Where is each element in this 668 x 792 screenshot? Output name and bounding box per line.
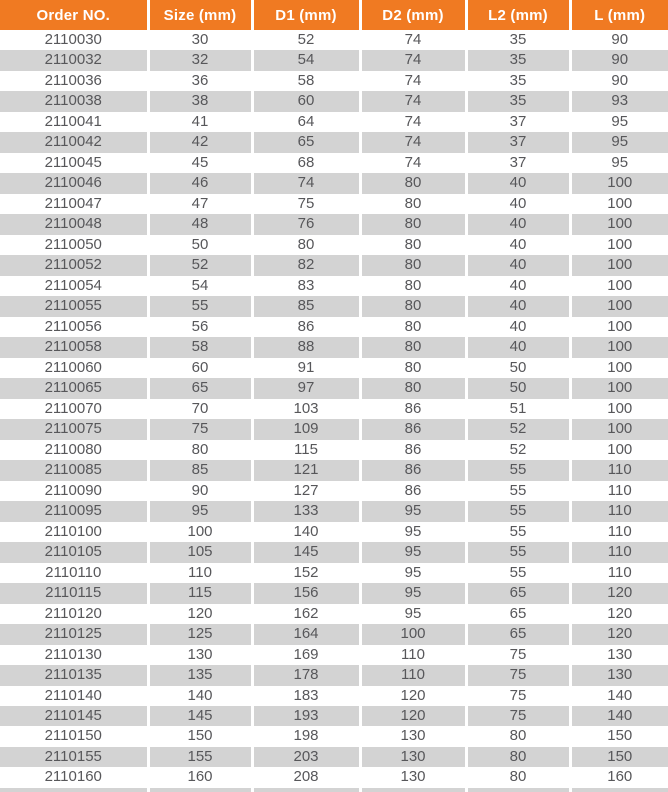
cell: 40 [466, 173, 570, 193]
cell: 178 [252, 665, 360, 685]
cell: 75 [466, 665, 570, 685]
cell: 2110095 [0, 501, 148, 521]
cell: 86 [360, 481, 466, 501]
cell: 100 [570, 419, 668, 439]
cell: 2110135 [0, 665, 148, 685]
cell: 80 [360, 358, 466, 378]
cell: 183 [252, 686, 360, 706]
cell: 155 [148, 747, 252, 767]
cell: 95 [570, 132, 668, 152]
cell: 100 [570, 337, 668, 357]
cell: 86 [360, 399, 466, 419]
cell: 80 [360, 194, 466, 214]
cell: 76 [252, 214, 360, 234]
cell: 75 [466, 645, 570, 665]
cell: 80 [360, 235, 466, 255]
cell: 95 [360, 542, 466, 562]
cell: 65 [252, 132, 360, 152]
cell: 130 [360, 767, 466, 787]
table-row [0, 50, 668, 70]
table-row [0, 563, 668, 583]
cell: 86 [360, 419, 466, 439]
cell: 60 [252, 91, 360, 111]
cell [148, 788, 252, 792]
cell: 105 [148, 542, 252, 562]
cell: 85 [252, 296, 360, 316]
cell: 40 [466, 235, 570, 255]
table-row [0, 173, 668, 193]
cell: 55 [466, 542, 570, 562]
column-header-l: L (mm) [570, 0, 668, 30]
cell: 152 [252, 563, 360, 583]
cell: 2110070 [0, 399, 148, 419]
cell: 115 [252, 440, 360, 460]
cell: 80 [360, 317, 466, 337]
cell: 70 [148, 399, 252, 419]
cell: 86 [252, 317, 360, 337]
cell: 30 [148, 30, 252, 50]
cell: 110 [148, 563, 252, 583]
cell: 120 [360, 686, 466, 706]
cell: 75 [466, 686, 570, 706]
cell: 65 [148, 378, 252, 398]
cell: 2110048 [0, 214, 148, 234]
cell: 91 [252, 358, 360, 378]
cell: 100 [570, 194, 668, 214]
cell: 90 [570, 30, 668, 50]
cell: 38 [148, 91, 252, 111]
column-header-l2: L2 (mm) [466, 0, 570, 30]
cell: 40 [466, 296, 570, 316]
cell: 51 [466, 399, 570, 419]
cell: 2110080 [0, 440, 148, 460]
cell: 74 [360, 71, 466, 91]
cell: 40 [466, 214, 570, 234]
cell: 74 [360, 30, 466, 50]
cell: 93 [570, 91, 668, 111]
table-row [0, 276, 668, 296]
cell [252, 788, 360, 792]
cell: 100 [570, 378, 668, 398]
cell: 80 [466, 747, 570, 767]
cell: 95 [570, 112, 668, 132]
cell: 80 [360, 337, 466, 357]
cell: 97 [252, 378, 360, 398]
cell: 115 [148, 583, 252, 603]
cell: 2110075 [0, 419, 148, 439]
table-row [0, 583, 668, 603]
cell: 203 [252, 747, 360, 767]
table-row [0, 522, 668, 542]
table-row [0, 419, 668, 439]
cell: 56 [148, 317, 252, 337]
cell: 52 [466, 419, 570, 439]
cell: 37 [466, 132, 570, 152]
cell: 74 [360, 153, 466, 173]
cell: 75 [148, 419, 252, 439]
cell: 80 [252, 235, 360, 255]
cell: 74 [360, 91, 466, 111]
table-row [0, 481, 668, 501]
cell: 2110042 [0, 132, 148, 152]
table-row [0, 747, 668, 767]
cell: 125 [148, 624, 252, 644]
cell: 2110150 [0, 726, 148, 746]
cell: 2110055 [0, 296, 148, 316]
cell: 150 [148, 726, 252, 746]
cell: 46 [148, 173, 252, 193]
cell: 110 [570, 542, 668, 562]
cell: 35 [466, 91, 570, 111]
table-row [0, 194, 668, 214]
cell: 40 [466, 337, 570, 357]
cell: 74 [360, 112, 466, 132]
cell: 65 [466, 604, 570, 624]
cell: 80 [148, 440, 252, 460]
cell: 60 [148, 358, 252, 378]
cell: 2110038 [0, 91, 148, 111]
cell: 80 [360, 296, 466, 316]
cell: 100 [570, 317, 668, 337]
table-row [0, 91, 668, 111]
cell [0, 788, 148, 792]
table-body [0, 30, 668, 792]
cell: 100 [360, 624, 466, 644]
cell: 145 [252, 542, 360, 562]
cell: 40 [466, 317, 570, 337]
cell: 150 [570, 726, 668, 746]
cell: 65 [466, 624, 570, 644]
cell: 37 [466, 112, 570, 132]
cell: 110 [570, 501, 668, 521]
column-header-size: Size (mm) [148, 0, 252, 30]
table-row [0, 296, 668, 316]
cell: 40 [466, 255, 570, 275]
cell: 198 [252, 726, 360, 746]
table-row [0, 71, 668, 91]
cell: 2110090 [0, 481, 148, 501]
cell: 100 [570, 173, 668, 193]
column-header-order-no: Order NO. [0, 0, 148, 30]
cell: 100 [570, 296, 668, 316]
cell: 2110045 [0, 153, 148, 173]
cell: 2110105 [0, 542, 148, 562]
cell: 127 [252, 481, 360, 501]
cell [360, 788, 466, 792]
cell: 140 [148, 686, 252, 706]
cell: 110 [570, 563, 668, 583]
cell: 100 [570, 358, 668, 378]
cell: 110 [570, 481, 668, 501]
table-row [0, 542, 668, 562]
table-row [0, 399, 668, 419]
cell: 74 [252, 173, 360, 193]
cell: 52 [148, 255, 252, 275]
cell: 32 [148, 50, 252, 70]
cell: 164 [252, 624, 360, 644]
cell: 2110050 [0, 235, 148, 255]
table-row [0, 624, 668, 644]
cell: 55 [466, 501, 570, 521]
column-header-d1: D1 (mm) [252, 0, 360, 30]
cell: 130 [360, 726, 466, 746]
cell: 58 [148, 337, 252, 357]
cell: 160 [570, 767, 668, 787]
cell: 95 [570, 153, 668, 173]
cell: 50 [148, 235, 252, 255]
cell: 35 [466, 50, 570, 70]
cell: 55 [466, 481, 570, 501]
cell: 100 [570, 440, 668, 460]
cell: 120 [360, 706, 466, 726]
cell: 2110047 [0, 194, 148, 214]
cell: 156 [252, 583, 360, 603]
table-row [0, 112, 668, 132]
table-row-partial [0, 788, 668, 792]
cell: 2110065 [0, 378, 148, 398]
cell: 140 [570, 706, 668, 726]
cell: 42 [148, 132, 252, 152]
cell: 193 [252, 706, 360, 726]
cell: 74 [360, 50, 466, 70]
cell: 2110100 [0, 522, 148, 542]
table-row [0, 665, 668, 685]
cell: 208 [252, 767, 360, 787]
cell: 90 [570, 50, 668, 70]
cell: 80 [360, 276, 466, 296]
cell: 85 [148, 460, 252, 480]
cell: 100 [570, 255, 668, 275]
cell: 2110140 [0, 686, 148, 706]
cell: 2110052 [0, 255, 148, 275]
table-header-row [0, 0, 668, 30]
cell: 86 [360, 460, 466, 480]
cell: 68 [252, 153, 360, 173]
cell: 40 [466, 194, 570, 214]
table-row [0, 726, 668, 746]
cell: 82 [252, 255, 360, 275]
table-row [0, 153, 668, 173]
table-row [0, 235, 668, 255]
cell: 2110085 [0, 460, 148, 480]
table-row [0, 767, 668, 787]
cell: 95 [360, 604, 466, 624]
cell: 75 [466, 706, 570, 726]
cell: 2110160 [0, 767, 148, 787]
cell: 2110058 [0, 337, 148, 357]
cell: 100 [570, 214, 668, 234]
cell: 74 [360, 132, 466, 152]
cell: 2110125 [0, 624, 148, 644]
cell: 160 [148, 767, 252, 787]
cell: 162 [252, 604, 360, 624]
cell: 120 [570, 583, 668, 603]
table-row [0, 255, 668, 275]
cell: 35 [466, 71, 570, 91]
cell: 95 [360, 522, 466, 542]
cell: 2110041 [0, 112, 148, 132]
cell: 2110155 [0, 747, 148, 767]
cell: 121 [252, 460, 360, 480]
cell: 55 [466, 522, 570, 542]
cell: 35 [466, 30, 570, 50]
cell: 55 [466, 563, 570, 583]
cell: 100 [148, 522, 252, 542]
cell: 2110110 [0, 563, 148, 583]
cell: 50 [466, 378, 570, 398]
cell: 55 [148, 296, 252, 316]
cell: 54 [252, 50, 360, 70]
cell: 75 [252, 194, 360, 214]
cell: 150 [570, 747, 668, 767]
cell: 169 [252, 645, 360, 665]
cell: 2110115 [0, 583, 148, 603]
cell: 80 [360, 255, 466, 275]
cell: 100 [570, 399, 668, 419]
cell: 130 [570, 645, 668, 665]
table-row [0, 378, 668, 398]
cell: 95 [360, 563, 466, 583]
cell: 36 [148, 71, 252, 91]
cell: 52 [466, 440, 570, 460]
table-row [0, 132, 668, 152]
cell: 95 [148, 501, 252, 521]
cell: 65 [466, 583, 570, 603]
cell: 90 [148, 481, 252, 501]
cell: 110 [360, 645, 466, 665]
cell: 145 [148, 706, 252, 726]
cell: 2110145 [0, 706, 148, 726]
cell: 130 [360, 747, 466, 767]
table-row [0, 30, 668, 50]
column-header-d2: D2 (mm) [360, 0, 466, 30]
cell: 2110060 [0, 358, 148, 378]
table-row [0, 460, 668, 480]
cell [570, 788, 668, 792]
table-row [0, 706, 668, 726]
cell: 80 [360, 378, 466, 398]
cell: 103 [252, 399, 360, 419]
cell: 55 [466, 460, 570, 480]
cell: 86 [360, 440, 466, 460]
cell: 135 [148, 665, 252, 685]
cell: 110 [570, 460, 668, 480]
cell: 2110032 [0, 50, 148, 70]
cell: 2110046 [0, 173, 148, 193]
cell: 41 [148, 112, 252, 132]
cell: 90 [570, 71, 668, 91]
table-row [0, 645, 668, 665]
table-row [0, 214, 668, 234]
cell: 120 [570, 604, 668, 624]
cell: 58 [252, 71, 360, 91]
table-row [0, 686, 668, 706]
cell: 120 [148, 604, 252, 624]
cell: 50 [466, 358, 570, 378]
cell: 52 [252, 30, 360, 50]
cell: 2110036 [0, 71, 148, 91]
cell: 40 [466, 276, 570, 296]
table-row [0, 337, 668, 357]
cell: 48 [148, 214, 252, 234]
table-row [0, 317, 668, 337]
cell: 2110130 [0, 645, 148, 665]
cell: 54 [148, 276, 252, 296]
cell: 100 [570, 235, 668, 255]
cell: 83 [252, 276, 360, 296]
cell: 140 [252, 522, 360, 542]
cell: 37 [466, 153, 570, 173]
cell: 88 [252, 337, 360, 357]
cell: 140 [570, 686, 668, 706]
cell: 95 [360, 583, 466, 603]
cell: 2110120 [0, 604, 148, 624]
table-row [0, 501, 668, 521]
cell: 110 [570, 522, 668, 542]
cell: 2110056 [0, 317, 148, 337]
cell: 80 [360, 214, 466, 234]
cell: 2110054 [0, 276, 148, 296]
cell: 133 [252, 501, 360, 521]
cell: 80 [466, 767, 570, 787]
cell: 64 [252, 112, 360, 132]
table-row [0, 440, 668, 460]
cell: 130 [570, 665, 668, 685]
cell: 120 [570, 624, 668, 644]
cell: 47 [148, 194, 252, 214]
cell: 2110030 [0, 30, 148, 50]
table-row [0, 358, 668, 378]
table-row [0, 604, 668, 624]
cell: 80 [466, 726, 570, 746]
cell: 100 [570, 276, 668, 296]
cell: 45 [148, 153, 252, 173]
cell [466, 788, 570, 792]
cell: 130 [148, 645, 252, 665]
cell: 110 [360, 665, 466, 685]
cell: 95 [360, 501, 466, 521]
cell: 80 [360, 173, 466, 193]
cell: 109 [252, 419, 360, 439]
